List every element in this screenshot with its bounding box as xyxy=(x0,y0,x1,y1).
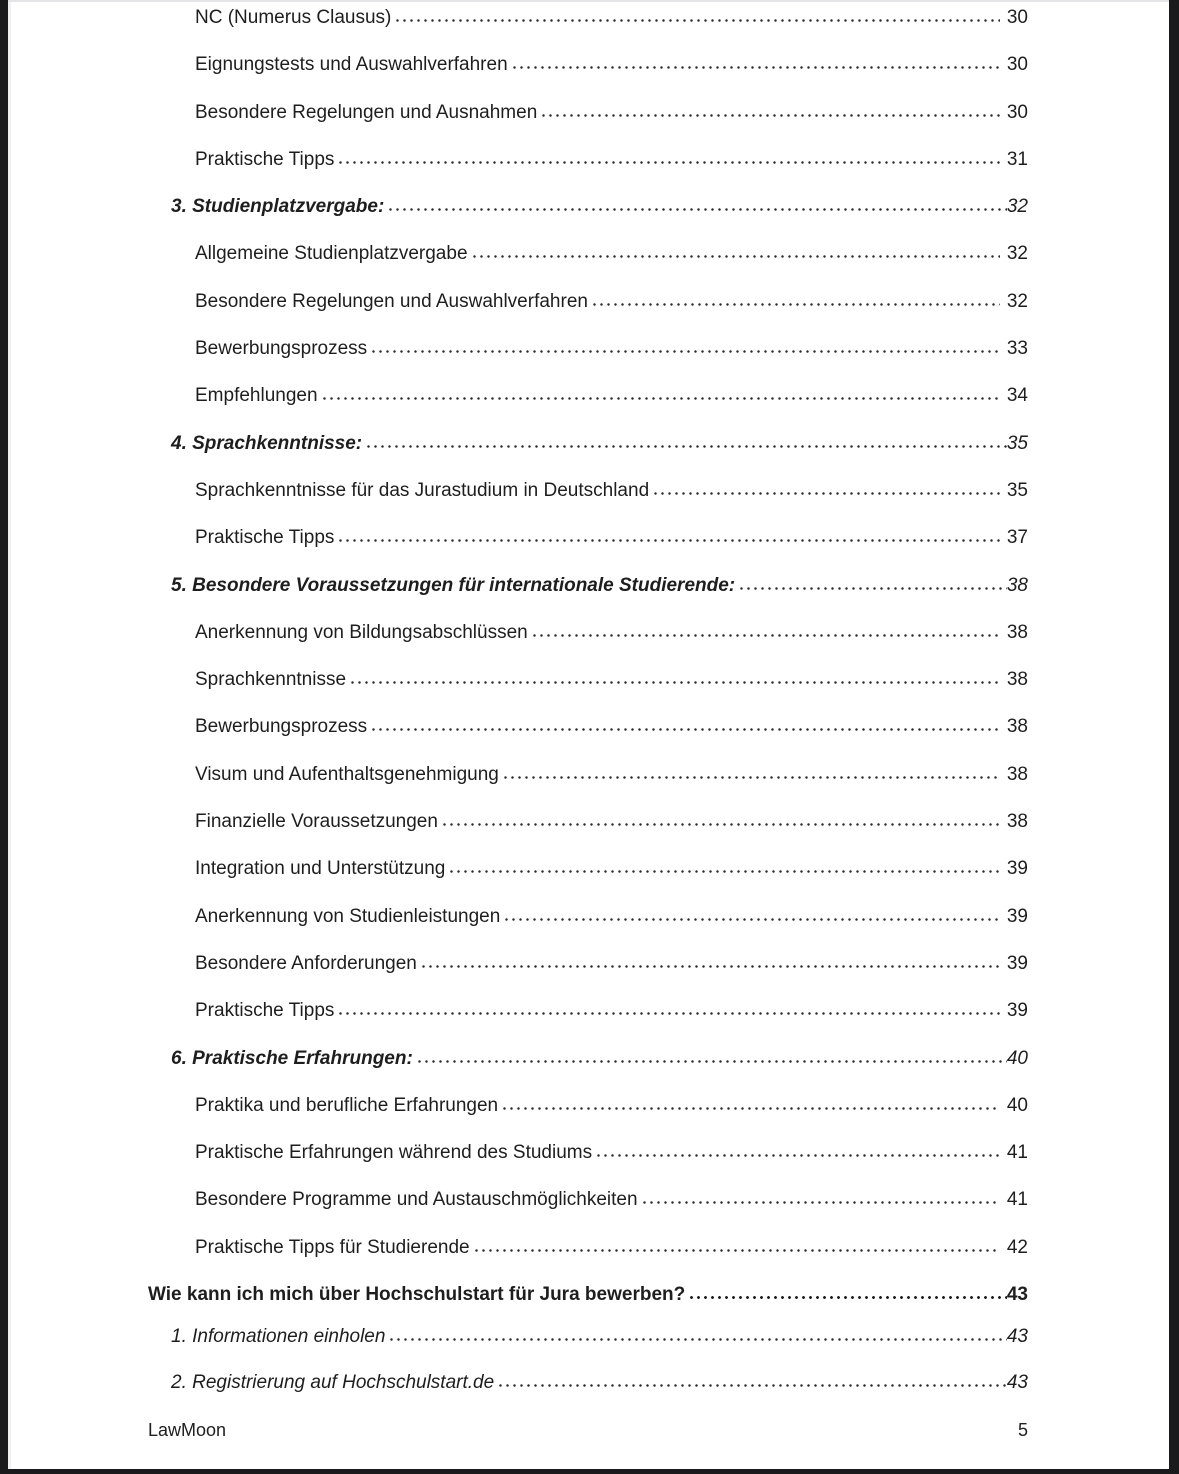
toc-entry-page: 39 xyxy=(1006,905,1028,927)
toc-entry-label: Praktische Tipps xyxy=(195,148,335,170)
dot-leader xyxy=(652,491,1000,496)
toc-entry-label: Bewerbungsprozess xyxy=(195,716,368,738)
dot-leader xyxy=(471,254,1000,259)
toc-entry-page: 32 xyxy=(1006,196,1028,218)
toc-entry[interactable] xyxy=(148,197,1028,216)
toc-entry-page: 37 xyxy=(1006,527,1028,549)
toc-entry-label: Praktische Tipps xyxy=(195,1000,335,1022)
dot-leader xyxy=(387,207,1007,212)
toc-entry[interactable] xyxy=(148,103,1028,122)
dot-leader xyxy=(370,727,1000,732)
toc-entry[interactable] xyxy=(148,812,1028,831)
toc-entry-label: Visum und Aufenthaltsgenehmigung xyxy=(195,763,499,785)
dot-leader xyxy=(531,633,1000,638)
toc-entry[interactable] xyxy=(148,55,1028,74)
toc-entry-page: 38 xyxy=(1006,669,1028,691)
toc-list xyxy=(148,8,1028,1419)
toc-entry-page: 38 xyxy=(1006,811,1028,833)
toc-entry-label: Eignungstests und Auswahlverfahren xyxy=(195,54,508,76)
toc-entry-label: Finanzielle Voraussetzungen xyxy=(195,811,438,833)
toc-entry[interactable] xyxy=(148,1190,1028,1209)
dot-leader xyxy=(473,1248,1000,1253)
dot-leader xyxy=(370,349,1000,354)
toc-entry[interactable] xyxy=(148,954,1028,973)
toc-entry-label: Allgemeine Studienplatzvergabe xyxy=(195,243,468,265)
toc-entry-page: 39 xyxy=(1006,858,1028,880)
toc-entry-page: 30 xyxy=(1006,7,1028,28)
toc-entry[interactable] xyxy=(148,765,1028,784)
toc-entry-label: Praktische Tipps xyxy=(195,527,335,549)
dot-leader xyxy=(540,113,1000,118)
toc-entry[interactable] xyxy=(148,386,1028,405)
dark-border-bottom xyxy=(0,1469,1179,1474)
toc-entry-label: Anerkennung von Bildungsabschlüssen xyxy=(195,621,528,643)
dot-leader xyxy=(388,1337,1006,1342)
toc-entry-label: NC (Numerus Clausus) xyxy=(195,7,392,28)
dark-border-left xyxy=(0,0,8,1474)
toc-entry[interactable] xyxy=(148,339,1028,358)
dot-leader xyxy=(688,1295,1007,1300)
dot-leader xyxy=(502,775,1000,780)
toc-entry[interactable] xyxy=(148,623,1028,642)
toc-entry[interactable] xyxy=(148,576,1028,595)
toc-entry-page: 38 xyxy=(1006,716,1028,738)
toc-entry[interactable] xyxy=(148,434,1028,453)
dot-leader xyxy=(511,65,1000,70)
toc-entry-label: 1. Informationen einholen xyxy=(171,1326,386,1348)
dot-leader xyxy=(416,1059,1007,1064)
toc-entry-label: Besondere Anforderungen xyxy=(195,952,417,974)
toc-entry-page: 38 xyxy=(1006,763,1028,785)
dot-leader xyxy=(591,302,1000,307)
toc-entry-page: 43 xyxy=(1006,1372,1028,1394)
toc-entry[interactable] xyxy=(148,1049,1028,1068)
dot-leader xyxy=(337,160,999,165)
dot-leader xyxy=(337,1011,999,1016)
dot-leader xyxy=(394,18,999,23)
toc-entry-label: Praktische Tipps für Studierende xyxy=(195,1236,470,1258)
dot-leader xyxy=(595,1153,1000,1158)
toc-entry-label: 5. Besondere Voraussetzungen für internationale Studierende: xyxy=(171,574,736,596)
toc-entry[interactable] xyxy=(148,292,1028,311)
toc-entry[interactable] xyxy=(148,1373,1028,1392)
toc-entry-label: 3. Studienplatzvergabe: xyxy=(171,196,385,218)
toc-entry-page: 30 xyxy=(1006,54,1028,76)
dot-leader xyxy=(448,869,1000,874)
toc-entry-label: Praktische Erfahrungen während des Studiums xyxy=(195,1142,593,1164)
footer-page-number: 5 xyxy=(1017,1420,1028,1440)
toc-entry-label: Praktika und berufliche Erfahrungen xyxy=(195,1094,499,1116)
toc-entry-page: 43 xyxy=(1006,1284,1028,1306)
toc-entry-page: 31 xyxy=(1006,148,1028,170)
page-footer xyxy=(148,1420,1028,1440)
toc-entry[interactable] xyxy=(148,1327,1028,1346)
toc-entry-label: 6. Praktische Erfahrungen: xyxy=(171,1047,413,1069)
dot-leader xyxy=(641,1200,1000,1205)
toc-entry-label: Besondere Regelungen und Auswahlverfahren xyxy=(195,290,588,312)
dark-border-right xyxy=(1169,0,1179,1474)
toc-entry-page: 39 xyxy=(1006,1000,1028,1022)
toc-entry[interactable] xyxy=(148,1238,1028,1257)
toc-entry-page: 40 xyxy=(1006,1094,1028,1116)
toc-entry-label: 4. Sprachkenntnisse: xyxy=(171,432,363,454)
toc-entry[interactable] xyxy=(148,528,1028,547)
toc-entry-label: Integration und Unterstützung xyxy=(195,858,446,880)
dot-leader xyxy=(365,444,1007,449)
toc-entry-label: 2. Registrierung auf Hochschulstart.de xyxy=(171,1372,495,1394)
toc-entry[interactable] xyxy=(148,8,1028,27)
toc-entry-label: Wie kann ich mich über Hochschulstart für Jura bewerben? xyxy=(148,1284,686,1306)
toc-entry[interactable] xyxy=(148,244,1028,263)
dot-leader xyxy=(321,396,1000,401)
toc-entry[interactable] xyxy=(148,1096,1028,1115)
toc-entry-page: 30 xyxy=(1006,101,1028,123)
toc-entry[interactable] xyxy=(148,717,1028,736)
toc-entry-page: 38 xyxy=(1006,621,1028,643)
toc-entry-page: 35 xyxy=(1006,479,1028,501)
page-left-edge xyxy=(8,0,11,1469)
dot-leader xyxy=(441,822,1000,827)
toc-entry[interactable] xyxy=(148,150,1028,169)
toc-entry-page: 32 xyxy=(1006,290,1028,312)
toc-entry[interactable] xyxy=(148,907,1028,926)
toc-entry-page: 40 xyxy=(1006,1047,1028,1069)
toc-entry-label: Besondere Regelungen und Ausnahmen xyxy=(195,101,538,123)
dot-leader xyxy=(497,1383,1007,1388)
toc-entry[interactable] xyxy=(148,481,1028,500)
toc-entry-page: 41 xyxy=(1006,1189,1028,1211)
toc-entry[interactable] xyxy=(148,1143,1028,1162)
toc-entry-label: Empfehlungen xyxy=(195,385,318,407)
footer-author-label: LawMoon xyxy=(148,1420,227,1440)
toc-entry-label: Sprachkenntnisse für das Jurastudium in Deutschland xyxy=(195,479,650,501)
toc-entry-page: 35 xyxy=(1006,432,1028,454)
toc-entry-page: 42 xyxy=(1006,1236,1028,1258)
page-top-divider xyxy=(8,0,1169,2)
toc-entry[interactable] xyxy=(148,670,1028,689)
toc-entry[interactable] xyxy=(148,859,1028,878)
toc-entry-page: 32 xyxy=(1006,243,1028,265)
toc-entry-page: 39 xyxy=(1006,952,1028,974)
dot-leader xyxy=(337,538,999,543)
toc-entry[interactable] xyxy=(148,1285,1028,1304)
toc-entry[interactable] xyxy=(148,1001,1028,1020)
toc-entry-label: Anerkennung von Studienleistungen xyxy=(195,905,501,927)
toc-entry-page: 43 xyxy=(1006,1326,1028,1348)
toc-entry-page: 41 xyxy=(1006,1142,1028,1164)
dot-leader xyxy=(420,964,1000,969)
toc-entry-page: 33 xyxy=(1006,338,1028,360)
dot-leader xyxy=(501,1106,1000,1111)
dot-leader xyxy=(738,586,1007,591)
toc-entry-page: 34 xyxy=(1006,385,1028,407)
toc-entry-page: 38 xyxy=(1006,574,1028,596)
toc-entry-label: Sprachkenntnisse xyxy=(195,669,347,691)
toc-entry-label: Bewerbungsprozess xyxy=(195,338,368,360)
dot-leader xyxy=(349,680,1000,685)
dot-leader xyxy=(503,917,1000,922)
toc-entry-label: Besondere Programme und Austauschmöglichkeiten xyxy=(195,1189,638,1211)
